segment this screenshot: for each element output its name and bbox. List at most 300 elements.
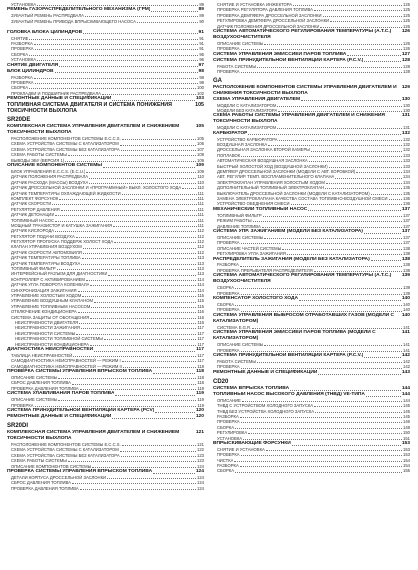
toc-page-number: 140 bbox=[401, 312, 410, 318]
dot-leader bbox=[120, 145, 196, 146]
dot-leader bbox=[103, 167, 195, 168]
toc-subentry[interactable] bbox=[213, 69, 410, 74]
dot-leader bbox=[318, 374, 400, 375]
toc-page-number: 145 bbox=[403, 408, 410, 414]
dot-leader bbox=[104, 339, 196, 340]
toc-page-number: 119 bbox=[196, 391, 204, 397]
dot-leader bbox=[29, 39, 198, 40]
toc-page-number: 141 bbox=[403, 342, 410, 348]
toc-page-number: 137 bbox=[403, 212, 410, 218]
toc-page-number: 105 bbox=[195, 124, 204, 130]
toc-entry-title: РЕМОНТНЫЕ ДАННЫЕ И СПЕЦИФИКАЦИИ bbox=[7, 96, 112, 102]
toc-entry-title: ПРОВЕРКА bbox=[217, 240, 240, 246]
dot-leader bbox=[35, 49, 199, 50]
toc-page-number: 91 bbox=[199, 46, 204, 52]
toc-page-number: 131 bbox=[401, 113, 410, 119]
toc-page-number: 122 bbox=[197, 447, 204, 453]
toc-page-number: 134 bbox=[403, 174, 410, 180]
dot-leader bbox=[59, 199, 196, 200]
dot-leader bbox=[89, 183, 196, 184]
toc-page-number: 118 bbox=[196, 369, 204, 375]
toc-entry-title: ЗАМЕНА ЭЛЕКТРОКЛАПАНА КАЧЕСТВА СОСТАВА ТОПЛИВНО-ВОЗДУШНОЙ СМЕСИ bbox=[217, 195, 388, 201]
dot-leader bbox=[37, 60, 198, 61]
toc-section-entry[interactable] bbox=[213, 370, 410, 376]
toc-page-number: 118 bbox=[197, 380, 204, 386]
toc-entry-title: МОДЕЛИ БЕЗ КАТАЛИЗАТОРА bbox=[217, 107, 278, 113]
dot-leader bbox=[257, 67, 402, 68]
dot-leader bbox=[86, 280, 196, 281]
dot-leader bbox=[102, 94, 196, 95]
toc-page-number: 126 bbox=[403, 46, 410, 52]
toc-entry-title: СХЕМА УСТРОЙСТВА СИСТЕМЫ БЕЗ КАТАЛИЗАТОРА bbox=[11, 452, 120, 458]
dot-leader bbox=[153, 373, 195, 374]
dot-leader bbox=[55, 221, 197, 222]
toc-page-number: 148 bbox=[403, 424, 410, 430]
dot-leader bbox=[72, 384, 196, 385]
dot-leader bbox=[55, 72, 198, 73]
toc-page-number: 137 bbox=[401, 228, 410, 234]
toc-subentry[interactable] bbox=[7, 486, 204, 491]
toc-page-number: 116 bbox=[197, 314, 204, 320]
toc-entry-title: ПРОВЕРКА bbox=[217, 69, 240, 75]
toc-page-number: 109 bbox=[197, 169, 204, 175]
toc-entry-title: ОПИСАНИЕ КОМПОНЕНТОВ СИСТЕМЫ bbox=[11, 463, 92, 469]
toc-page-number: 106 bbox=[197, 141, 204, 147]
toc-page-number: 144 bbox=[401, 391, 410, 397]
dot-leader bbox=[315, 412, 402, 413]
toc-page-number: 116 bbox=[197, 319, 204, 325]
toc-page-number: 110 bbox=[197, 185, 204, 191]
toc-page-number: 120 bbox=[195, 408, 204, 414]
toc-entry-title: УСТАНОВКА bbox=[217, 435, 243, 441]
toc-entry-title: УСТРОЙСТВО ОБЕДНЕНИЯ СМЕСИ bbox=[217, 201, 290, 207]
toc-entry-title: НЕИСПРАВНОСТИ КОНДИЦИОНЕРА bbox=[15, 341, 89, 347]
toc-entry-title: РЕМОНТНЫЕ ДАННЫЕ И СПЕЦИФИКАЦИИ bbox=[213, 369, 318, 375]
toc-page-number: 89 bbox=[199, 13, 204, 19]
dot-leader bbox=[80, 389, 197, 390]
dot-leader bbox=[79, 323, 196, 324]
toc-page-number: 125 bbox=[403, 18, 410, 24]
dot-leader bbox=[72, 483, 196, 484]
toc-page-number: 123 bbox=[197, 452, 204, 458]
dot-leader bbox=[389, 199, 402, 200]
toc-entry-title: ТОПЛИВНЫЙ ФИЛЬТР bbox=[217, 212, 262, 218]
toc-entry-title: СИСТЕМА УПРАВЛЕНИЯ ВЫБРОСОМ ОТРАБОТАВШИХ ГАЗОВ (МОДЕЛИ С КАТАЛИЗАТОРОМ) bbox=[213, 312, 395, 324]
toc-entry-title: ТНВД БЕЗ УСТРОЙСТВА ХОЛОДНОГО ЗАПУСКА bbox=[217, 408, 315, 414]
dot-leader bbox=[113, 226, 197, 227]
toc-entry-title: МОДЕЛИ С КАТАЛИЗАТОРОМ bbox=[217, 102, 277, 108]
toc-page-number: 117 bbox=[197, 325, 204, 331]
toc-entry-title: АВТОМАТИЧЕСКАЯ ВОЗДУШНАЯ ЗАСЛОНКА bbox=[217, 158, 308, 164]
toc-entry-title: ЗУБЧАТЫЙ РЕМЕНЬ РАСПРЕДВАЛА bbox=[11, 13, 84, 19]
toc-page-number: 115 bbox=[197, 303, 204, 309]
toc-entry-title: ДЕТАЛИ КОРПУСА ДРОССЕЛЬНОЙ ЗАСЛОНКИ bbox=[11, 475, 107, 480]
toc-entry-title: НЕИСПРАВНОСТИ ЗАЖИГАНИЯ bbox=[15, 325, 80, 331]
toc-entry-title: КЛАПАН УПРАВЛЕНИЯ ВОЗДУХОМ bbox=[11, 244, 82, 250]
dot-leader bbox=[153, 473, 195, 474]
dot-leader bbox=[301, 100, 401, 101]
toc-entry-title: ДАВЛЕНИЕ ТОПЛИВА bbox=[217, 223, 261, 229]
dot-leader bbox=[241, 455, 402, 456]
toc-page-number: 133 bbox=[403, 163, 410, 169]
toc-page-number: 128 bbox=[401, 57, 410, 63]
dot-leader bbox=[257, 362, 402, 363]
toc-section-entry[interactable] bbox=[213, 273, 410, 285]
toc-entry-title: ОПИСАНИЕ СИСТЕМЫ bbox=[217, 234, 264, 240]
dot-leader bbox=[73, 356, 196, 357]
toc-page-number: 116 bbox=[197, 309, 204, 315]
toc-entry-title: ОПИСАНИЕ bbox=[217, 397, 241, 403]
toc-page-number: 91 bbox=[198, 29, 204, 35]
toc-entry-title: ПРОВЕРКА СИСТЕМЫ УПРАВЛЕНИЯ ВПРЫСКОМ ТОПЛИВА bbox=[7, 469, 153, 474]
toc-page-number: 113 bbox=[197, 266, 204, 272]
toc-page-number: 89 bbox=[199, 2, 204, 7]
dot-leader bbox=[78, 312, 197, 313]
dot-leader bbox=[92, 467, 196, 468]
dot-leader bbox=[241, 72, 402, 73]
toc-page-number: 108 bbox=[197, 152, 204, 158]
toc-entry-title: СХЕМА РАБОТЫ СИСТЕМЫ УПРАВЛЕНИЯ ДВИГАТЕЛЕМ И СНИЖЕНИЯ ТОКСИЧНОСТИ ВЫХЛОПА bbox=[213, 113, 385, 125]
toc-entry-title: СХЕМА УСТРОЙСТВА СИСТЕМЫ БЕЗ КАТАЛИЗАТОРА bbox=[11, 146, 120, 152]
toc-page-number: 135 bbox=[403, 185, 410, 191]
dot-leader bbox=[240, 266, 402, 267]
dot-leader bbox=[86, 172, 196, 173]
toc-page-number: 145 bbox=[403, 403, 410, 409]
dot-leader bbox=[263, 216, 402, 217]
dot-leader bbox=[248, 433, 402, 434]
dot-leader bbox=[347, 55, 401, 56]
toc-page-number: 105 bbox=[195, 102, 204, 109]
toc-page-number: 121 bbox=[197, 442, 204, 448]
toc-page-number: 119 bbox=[197, 385, 204, 391]
toc-entry-title: САМОДИАГНОСТИКА НЕИСПРАВНОСТЕЙ — РЕЖИМ I bbox=[11, 358, 121, 364]
toc-page-number: 119 bbox=[197, 397, 204, 403]
toc-page-number: 136 bbox=[403, 201, 410, 207]
toc-page-number: 126 bbox=[401, 28, 410, 34]
toc-entry-title: ПРОВЕРКА bbox=[217, 452, 240, 458]
toc-entry-title: РАЗБОРКА bbox=[11, 40, 33, 46]
toc-entry-title: МОДЕЛИ С КАТАЛИЗАТОРОМ bbox=[217, 125, 277, 131]
toc-entry-title: ПРОВЕРКА bbox=[11, 79, 34, 85]
toc-page-number: 113 bbox=[197, 271, 204, 277]
toc-entry-title: НЕИСПРАВНОСТИ ТОПЛИВНОЙ СИСТЕМЫ bbox=[15, 336, 103, 342]
toc-entry-title: НЕИСПРАВНОСТИ ДВИГАТЕЛЯ bbox=[15, 319, 79, 325]
dot-leader bbox=[299, 300, 401, 301]
toc-page-number: 138 bbox=[401, 256, 410, 262]
toc-entry-title: ЗУБЧАТЫЙ РЕМЕНЬ ПРИВОДА ВПРЫСКИВАЮЩЕГО НАСОСА bbox=[11, 18, 136, 24]
dot-leader bbox=[83, 253, 197, 254]
toc-entry-title: РАСПОЛОЖЕНИЕ КОМПОНЕНТОВ СИСТЕМЫ E.C.C.S. bbox=[11, 442, 121, 448]
toc-entry-title: ДАТЧИК ТЕМПЕРАТУРЫ ОХЛАЖДАЮЩЕЙ ЖИДКОСТИ bbox=[11, 190, 121, 196]
toc-entry-title: СИСТЕМА АВТОМАТИЧЕСКОГО РЕГУЛИРОВАНИЯ ТЕМПЕРАТУРЫ (A.T.C.) ВОЗДУХООЧИСТИТЕЛЯ bbox=[213, 273, 392, 285]
dot-leader bbox=[330, 21, 402, 22]
toc-page-number: 96 bbox=[199, 57, 204, 63]
toc-entry-title: ТАБЛИЦА НЕИСПРАВНОСТЕЙ bbox=[11, 352, 73, 358]
toc-entry-title: БЫСТРЫЙ ХОЛОСТОЙ ХОД (ВОЗДУШНОЙ ЗАСЛОНКИ) bbox=[217, 163, 328, 169]
toc-page-number: 111 bbox=[197, 201, 204, 207]
toc-page-number: 111 bbox=[197, 222, 204, 228]
toc-page-number: 153 bbox=[403, 446, 410, 452]
toc-page-number: 109 bbox=[195, 163, 204, 169]
toc-page-number: 113 bbox=[197, 255, 204, 261]
toc-column-right bbox=[213, 2, 410, 568]
toc-entry-title: ТОПЛИВНАЯ СИСТЕМА ДВИГАТЕЛЯ И СИСТЕМА ПОНИЖЕНИЯ ТОКСИЧНОСТИ ВЫХЛОПА bbox=[7, 102, 172, 115]
dot-leader bbox=[151, 11, 197, 12]
toc-entry-title: ДАТЧИК УГЛА ПОВОРОТА КОЛЕНВАЛА bbox=[11, 282, 90, 288]
toc-page-number: 123 bbox=[197, 458, 204, 464]
toc-page-number: 102 bbox=[197, 90, 204, 96]
toc-page-number: 118 bbox=[197, 375, 204, 381]
toc-entry-title: ДЕМПФЕР ДРОССЕЛЬНОЙ ЗАСЛОНКИ (МОДЕЛИ С АВТ. КОРОБКОЙ) bbox=[217, 169, 356, 175]
toc-page-number: 124 bbox=[197, 485, 204, 491]
toc-page-number: 132 bbox=[401, 130, 410, 136]
dot-leader bbox=[293, 5, 402, 6]
dot-leader bbox=[329, 167, 402, 168]
dot-leader bbox=[235, 472, 402, 473]
toc-page-number: 137 bbox=[403, 218, 410, 224]
toc-section-entry[interactable] bbox=[7, 102, 204, 114]
dot-leader bbox=[241, 49, 402, 50]
toc-page-number: 140 bbox=[403, 307, 410, 313]
toc-page-number: 137 bbox=[403, 223, 410, 229]
toc-entry-title: ПРОВЕРКА РЕГУЛЯТОРА ДАВЛЕНИЯ ТОПЛИВА bbox=[217, 7, 313, 13]
toc-page-number: 150 bbox=[403, 430, 410, 436]
toc-entry-title: СИСТЕМА ЗАЩИТЫ ОТ ОБОГАЩЕНИЯ bbox=[11, 314, 90, 320]
toc-entry-title: КОМПЛЕКСНАЯ СИСТЕМА УПРАВЛЕНИЯ ДВИГАТЕЛЕМ И СНИЖЕНИЕМ ТОКСИЧНОСТИ ВЫХЛОПА bbox=[7, 124, 180, 136]
toc-page-number: 117 bbox=[197, 330, 204, 336]
dot-leader bbox=[235, 288, 402, 289]
dot-leader bbox=[235, 305, 402, 306]
toc-page-number: 140 bbox=[401, 296, 410, 302]
toc-entry-title: СИСТЕМА ПРИНУДИТЕЛЬНОЙ ВЕНТИЛЯЦИИ КАРТЕРА (P.C.V.) bbox=[213, 353, 364, 359]
dot-leader bbox=[241, 294, 402, 295]
dot-leader bbox=[68, 155, 196, 156]
toc-page-number: 141 bbox=[403, 347, 410, 353]
toc-entry-title: РЕГУЛИРОВКА bbox=[217, 430, 248, 436]
toc-page-number: 133 bbox=[403, 158, 410, 164]
toc-entry-title: ДАТЧИК ДЕТОНАЦИИ bbox=[11, 212, 55, 218]
dot-leader bbox=[326, 183, 402, 184]
dot-leader bbox=[78, 291, 197, 292]
toc-page-number: 153 bbox=[403, 452, 410, 458]
toc-entry-title: БЛОК УПРАВЛЕНИЯ E.C.C.S. (E.C.U.) bbox=[11, 169, 86, 175]
dot-leader bbox=[311, 151, 402, 152]
toc-entry-title: РАСПОЛОЖЕНИЕ КОМПОНЕНТОВ СИСТЕМЫ УПРАВЛЕНИЯ ДВИГАТЕЛЕМ И СНИЖЕНИЯ ТОКСИЧНОСТИ ВЫХЛОПА bbox=[213, 84, 397, 96]
dot-leader bbox=[121, 150, 196, 151]
toc-page-number: 112 bbox=[197, 233, 204, 239]
toc-section-entry[interactable] bbox=[7, 414, 204, 420]
toc-entry-title: УСТАНОВКА bbox=[11, 57, 37, 63]
toc-entry-title: ПРОВЕРКА СИСТЕМЫ УПРАВЛЕНИЯ ВПРЫСКОМ ТОПЛИВА bbox=[7, 369, 153, 375]
toc-page-number: 105 bbox=[197, 136, 204, 142]
toc-page-number: 112 bbox=[197, 228, 204, 234]
toc-section-entry[interactable] bbox=[213, 85, 410, 97]
toc-entry-title: ОПИСАНИЕ КОМПОНЕНТОВ СИСТЕМЫ bbox=[7, 163, 103, 169]
dot-leader bbox=[241, 351, 402, 352]
toc-entry-title: МОЩНЫЙ ТРАНЗИСТОР И КАТУШКА ЗАЖИГАНИЯ bbox=[11, 222, 113, 228]
dot-leader bbox=[76, 237, 197, 238]
toc-page-number: 132 bbox=[403, 136, 410, 142]
dot-leader bbox=[364, 357, 400, 358]
toc-entry-title: ПРОВЕРКА bbox=[11, 402, 34, 408]
toc-entry-title: ДАТЧИК КИСЛОРОДА bbox=[11, 228, 55, 234]
toc-page-number: 144 bbox=[401, 385, 410, 391]
dot-leader bbox=[34, 78, 199, 79]
toc-page-number: 130 bbox=[403, 107, 410, 113]
toc-entry-title: ПРОВЕРКА ДЕМПФЕРА ДРОССЕЛЬНОЙ ЗАСЛОНКИ bbox=[217, 12, 322, 18]
toc-page-number: 124 bbox=[197, 480, 204, 486]
dot-leader bbox=[83, 33, 197, 34]
toc-page-number: 128 bbox=[403, 63, 410, 69]
toc-page-number: 117 bbox=[197, 341, 204, 347]
dot-leader bbox=[266, 450, 402, 451]
toc-page-number: 124 bbox=[197, 463, 204, 469]
toc-entry-title: РАБОТА СИСТЕМЫ bbox=[217, 63, 257, 69]
toc-entry-title: СИСТЕМА УЛАВЛИВАНИЯ ПАРОВ ТОПЛИВА bbox=[7, 391, 115, 397]
dot-leader bbox=[122, 445, 196, 446]
toc-entry-title: СБРОС ДАВЛЕНИЯ ТОПЛИВА bbox=[11, 480, 71, 486]
toc-page-number: 91 bbox=[199, 40, 204, 46]
toc-entry-title: ДАТЧИК ТЕМПЕРАТУРЫ ВОЗДУХА bbox=[11, 260, 81, 266]
dot-leader bbox=[120, 451, 196, 452]
toc-page-number: 130 bbox=[403, 102, 410, 108]
toc-entry-title: ПРОВЕРКА bbox=[217, 307, 240, 313]
engine-model-heading: SR20DI bbox=[7, 423, 29, 430]
toc-page-number: 141 bbox=[401, 330, 410, 336]
dot-leader bbox=[264, 238, 402, 239]
toc-section-entry[interactable] bbox=[213, 29, 410, 41]
toc-entry-title: ОПИСАНИЕ СИСТЕМЫ bbox=[217, 40, 264, 46]
toc-entry-title: ТОПЛИВНЫЙ ФИЛЬТР bbox=[11, 266, 56, 272]
toc-entry-title: ОТКЛЮЧЕНИЕ КОНДИЦИОНЕРА bbox=[11, 309, 77, 315]
toc-page-number: 139 bbox=[403, 290, 410, 296]
dot-leader bbox=[108, 275, 196, 276]
toc-entry-title: СИСТЕМА УПР. ЗАЖИГАНИЕМ (МОДЕЛИ БЕЗ КАТАЛИЗАТОРА) bbox=[213, 228, 363, 234]
toc-entry-title: СХЕМА УСТРОЙСТВА СИСТЕМЫ С КАТАЛИЗАТОРОМ bbox=[11, 141, 119, 147]
toc-entry-title: ГОЛОВКА БЛОКА ЦИЛИНДРОВ bbox=[7, 29, 83, 35]
dot-leader bbox=[241, 311, 402, 312]
toc-page-number: 97 bbox=[198, 62, 204, 68]
dot-leader bbox=[335, 178, 402, 179]
toc-page-number: 153 bbox=[401, 440, 410, 446]
dot-leader bbox=[90, 318, 196, 319]
toc-entry-title: СНЯТИЕ И УСТАНОВКА bbox=[217, 446, 265, 452]
toc-page-number: 136 bbox=[403, 195, 410, 201]
toc-page-number: 111 bbox=[197, 195, 204, 201]
toc-section-entry[interactable] bbox=[213, 313, 410, 325]
dot-leader bbox=[107, 478, 196, 479]
toc-page-number: 124 bbox=[195, 469, 204, 474]
toc-section-entry[interactable] bbox=[7, 430, 204, 442]
dot-leader bbox=[364, 61, 400, 62]
toc-entry-title: РАСПРЕДЕЛИТЕЛЬ ЗАЖИГАНИЯ (МОДЕЛИ БЕЗ КАТАЛИЗАТОРА) bbox=[213, 256, 370, 262]
dot-leader bbox=[89, 178, 196, 179]
toc-page-number: 133 bbox=[403, 152, 410, 158]
toc-page-number: 140 bbox=[403, 302, 410, 308]
dot-leader bbox=[320, 27, 402, 28]
toc-entry-title: ПОПЛАВОК bbox=[217, 152, 241, 158]
toc-subentry[interactable] bbox=[213, 468, 410, 473]
dot-leader bbox=[241, 243, 402, 244]
toc-entry-title: СБРОС ДАВЛЕНИЯ ТОПЛИВА bbox=[11, 380, 71, 386]
toc-entry-title: ОПИСАНИЕ СИСТЕМЫ bbox=[11, 375, 58, 381]
toc-entry-title: ПРОВЕРКА bbox=[217, 364, 240, 370]
toc-section-entry[interactable] bbox=[213, 113, 410, 125]
toc-entry-title: СНЯТИЕ bbox=[11, 35, 29, 41]
toc-entry-title: ДАТЧИК ПОЛОЖЕНИЯ ДРОССЕЛЬНОЙ ЗАСЛОНКИ bbox=[217, 23, 320, 29]
dot-leader bbox=[182, 188, 196, 189]
toc-page-number: 113 bbox=[197, 260, 204, 266]
toc-entry-title: СБОРКА bbox=[217, 468, 235, 474]
toc-page-number: 120 bbox=[195, 414, 204, 420]
toc-entry-title: ДАТЧИК ДРОССЕЛЬНОЙ ЗАСЛОНКИ И «ПРОГРАММНЫЙ» ВЫКЛ. ХОЛОСТОГО ХОДА bbox=[11, 185, 182, 191]
toc-entry-title: ОПИСАНИЕ СИСТЕМЫ bbox=[11, 397, 58, 403]
toc-page-number: 131 bbox=[403, 125, 410, 131]
toc-entry-title: ДРОССЕЛЬНАЯ ЗАСЛОНКА ВТОРОЙ КАМЕРЫ bbox=[217, 147, 310, 153]
toc-entry-title: УСТАНОВКА bbox=[11, 2, 37, 7]
toc-entry-title: РЕМЕНЬ ГАЗОРАСПРЕДЕЛИТЕЛЬНОГО МЕХАНИЗМА (ГРМ) bbox=[7, 7, 151, 13]
dot-leader bbox=[85, 16, 198, 17]
dot-leader bbox=[234, 461, 402, 462]
toc-entry-title: РАЗБОРКА bbox=[217, 463, 239, 469]
toc-entry-title: КОНТРОЛЛЕР С АКТИВИРОВАНИЕМ bbox=[11, 276, 85, 282]
toc-page-number: 155 bbox=[403, 468, 410, 474]
toc-page-number: 115 bbox=[197, 298, 204, 304]
toc-entry-title: РАЗБОРКА bbox=[11, 74, 33, 80]
toc-entry-title: ЧИСТКА bbox=[217, 457, 234, 463]
toc-section-entry[interactable] bbox=[7, 124, 204, 136]
dot-leader bbox=[264, 44, 402, 45]
toc-page-number: 117 bbox=[197, 352, 204, 358]
dot-leader bbox=[35, 406, 197, 407]
toc-page-number: 111 bbox=[197, 217, 204, 223]
toc-page-number: 114 bbox=[197, 287, 204, 293]
toc-page-number: 139 bbox=[403, 285, 410, 291]
toc-entry-title: СИСТЕМА ВПРЫСКА ТОПЛИВА bbox=[213, 385, 290, 391]
toc-entry-title: САМОДИАГНОСТИКА НЕИСПРАВНОСТЕЙ — РЕЖИМ II bbox=[11, 363, 122, 369]
toc-page-number: 129 bbox=[401, 84, 410, 90]
dot-leader bbox=[57, 269, 197, 270]
dot-leader bbox=[80, 489, 196, 490]
dot-leader bbox=[241, 368, 402, 369]
toc-page-number: 118 bbox=[197, 363, 204, 369]
dot-leader bbox=[37, 5, 198, 6]
toc-entry-title: РЕГУЛЯТОР ПОДАЧИ ВОЗДУХА bbox=[11, 233, 75, 239]
toc-entry-title: РЕМОНТНЫЕ ДАННЫЕ И СПЕЦИФИКАЦИИ bbox=[7, 414, 112, 420]
dot-leader bbox=[314, 271, 402, 272]
toc-entry-title: ДАТЧИК ПОЛОЖЕНИЯ РАСПРЕДВАЛА bbox=[11, 174, 89, 180]
toc-page-number: 134 bbox=[403, 179, 410, 185]
toc-entry-title: РАЗБОРКА bbox=[217, 413, 239, 419]
dot-leader bbox=[253, 221, 402, 222]
dot-leader bbox=[366, 396, 401, 397]
dot-leader bbox=[76, 334, 196, 335]
toc-section-entry[interactable] bbox=[213, 330, 410, 342]
toc-entry-title: ПРОВЕРКА bbox=[217, 46, 240, 52]
dot-leader bbox=[94, 351, 195, 352]
toc-entry-title: ТОПЛИВНЫЙ НАСОС ВЫСОКОГО ДАВЛЕНИЯ (ТНВД) VE-ТИПА bbox=[213, 391, 365, 397]
toc-entry-title: УПРАВЛЕНИЕ ВОЗДУШНЫМ КЛАПАНОМ bbox=[11, 298, 93, 304]
toc-page-number: 125 bbox=[403, 7, 410, 13]
toc-page-number: 142 bbox=[401, 353, 410, 359]
engine-model-heading: GA bbox=[213, 77, 222, 84]
toc-page-number: 145 bbox=[403, 413, 410, 419]
dot-leader bbox=[121, 456, 196, 457]
dot-leader bbox=[240, 417, 402, 418]
toc-page-number: 89 bbox=[198, 7, 204, 13]
toc-page-number: 117 bbox=[197, 358, 204, 364]
toc-entry-title: ДАТЧИК ТЕМПЕРАТУРЫ ТОПЛИВА bbox=[11, 255, 81, 261]
